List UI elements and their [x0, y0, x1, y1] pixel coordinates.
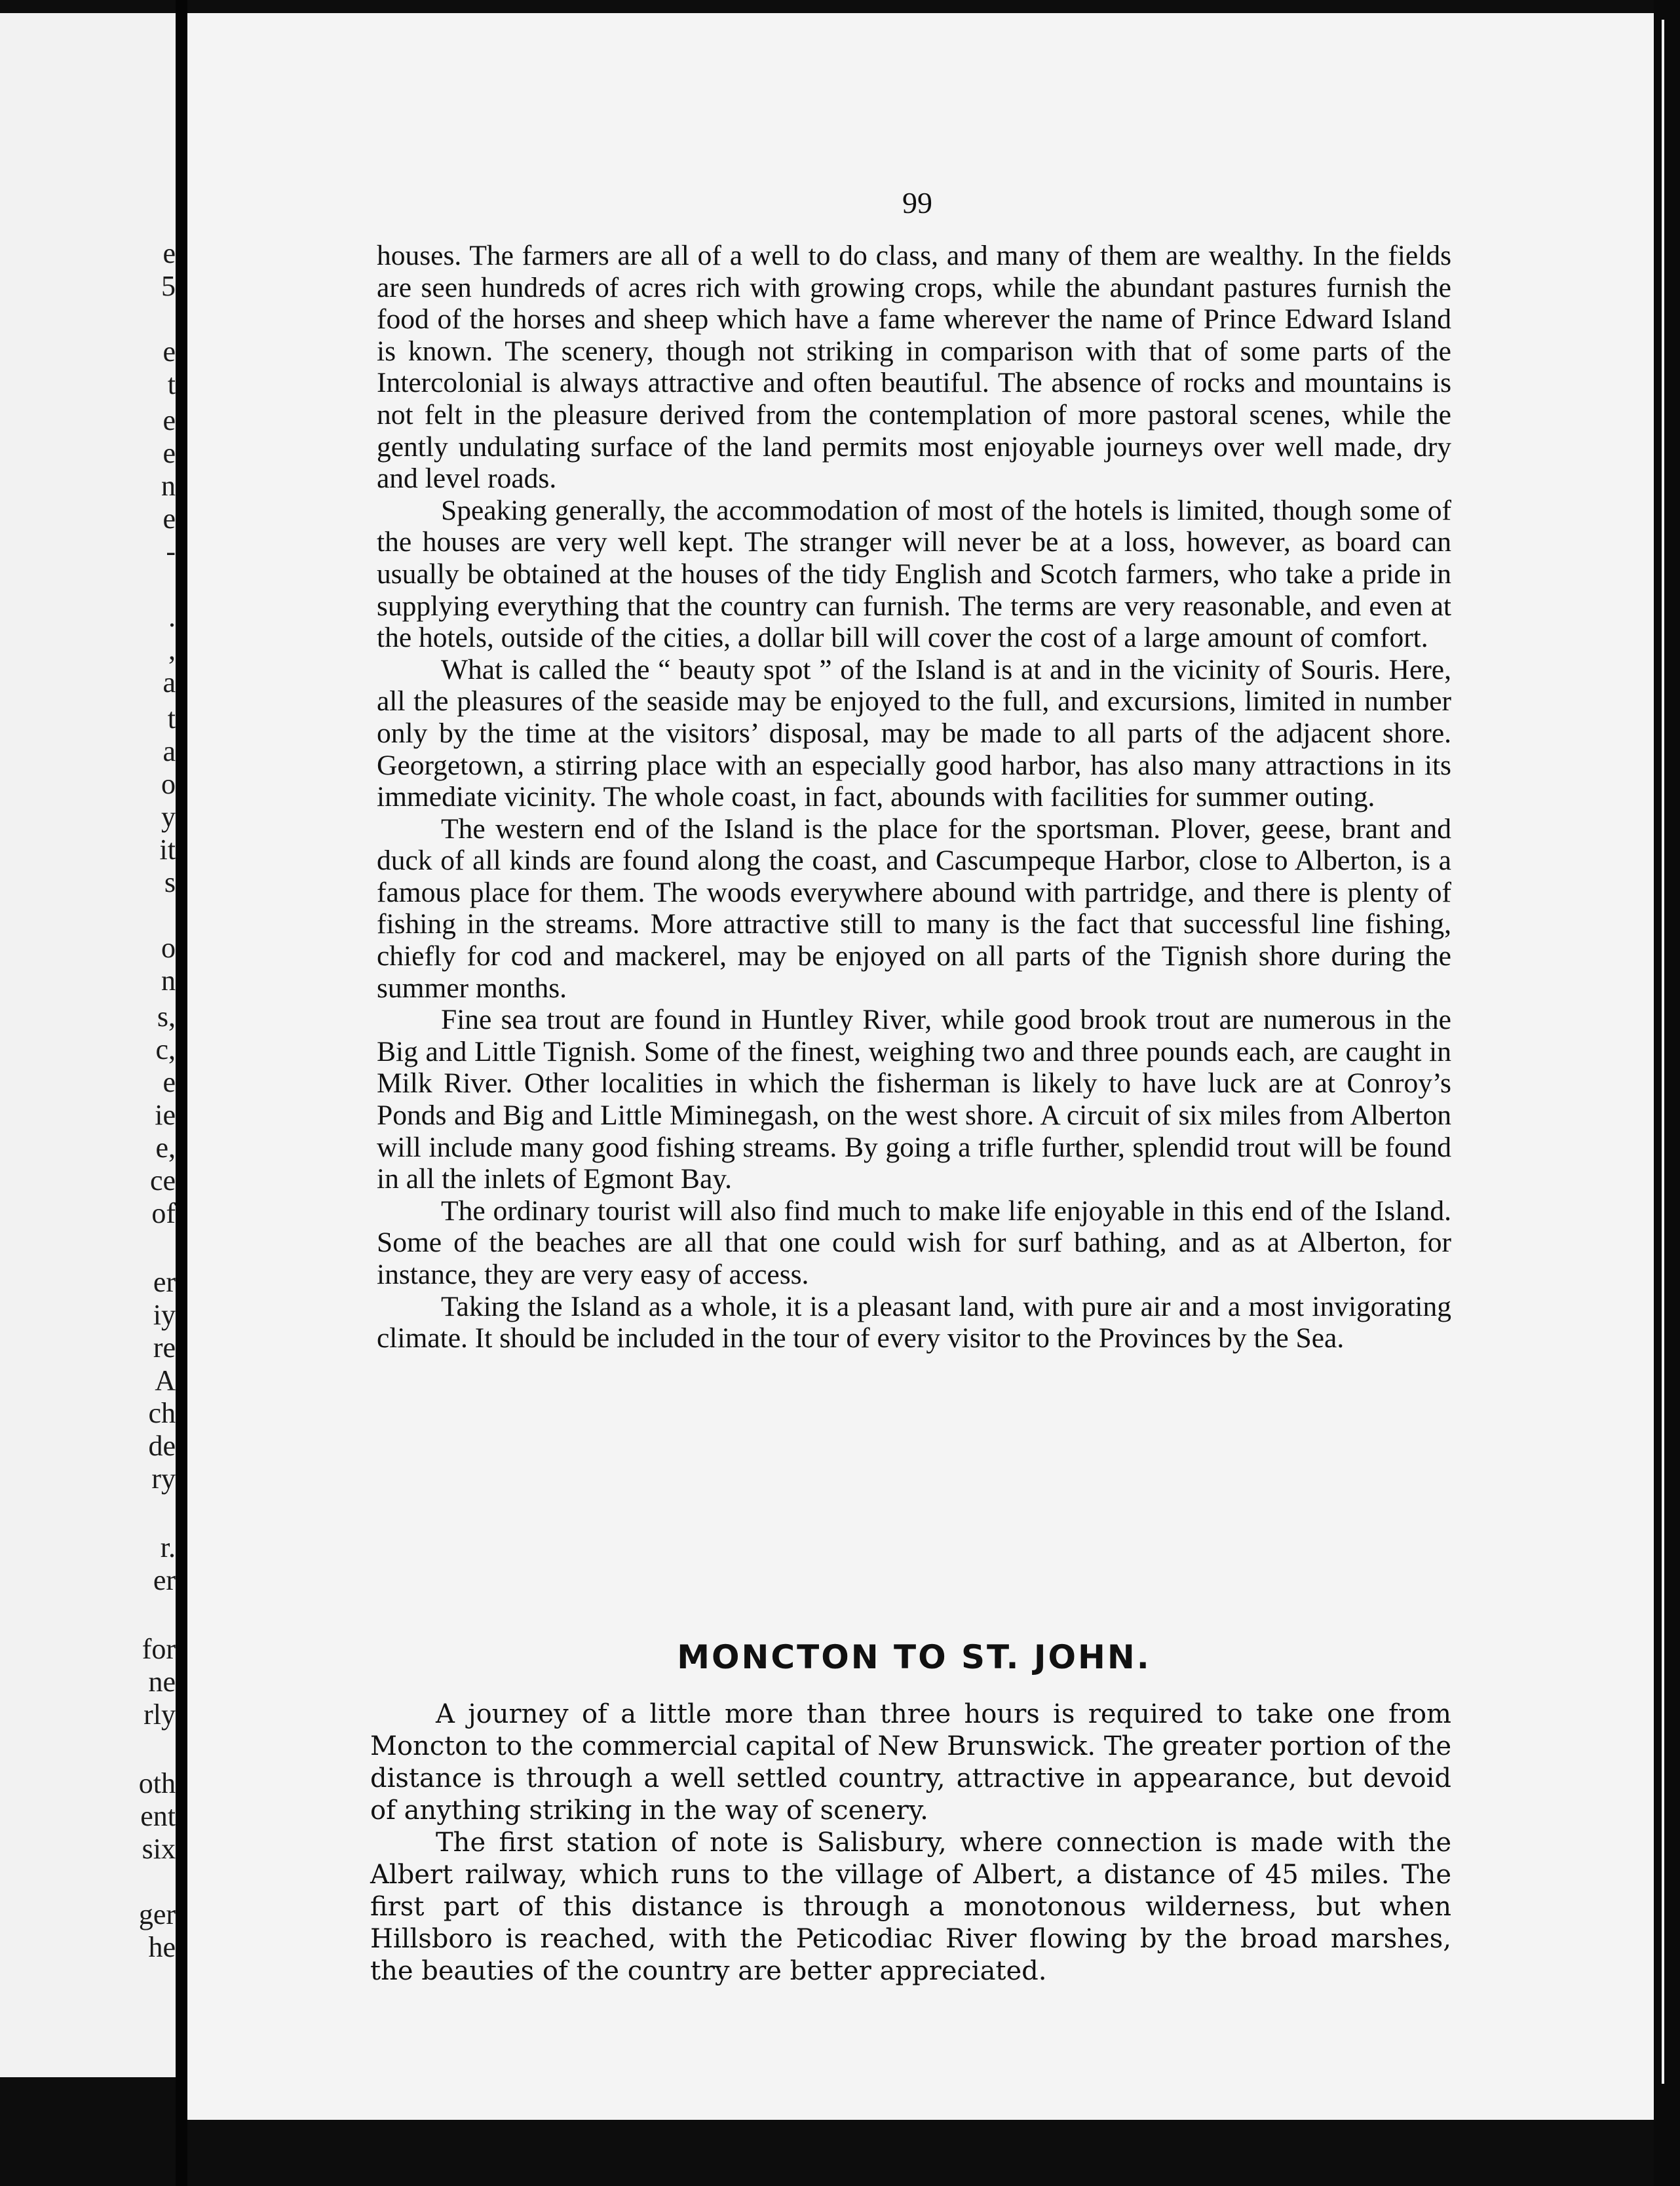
- facing-page-fragment: 5: [161, 270, 176, 302]
- facing-page-fragment: y: [161, 801, 176, 833]
- facing-page-fragment: e: [162, 437, 176, 469]
- paragraph: houses. The farmers are all of a well to do class, and many of them are wealthy. In the fields are seen hundreds of acres rich with growing crops, while the abundant pastures furnish the food of the horses and sheep which have a fame wherever the name of Prince Edward Island is known. The scenery, though not striking in comparison with that of some parts of the Intercolonial is always attractive and often beautiful. The absence of rocks and mountains is not felt in the pleasure derived from the contemplation of more pastoral scenes, while the gently undulating surface of the land permits most enjoyable journeys over well made, dry and level roads.: [377, 240, 1451, 495]
- facing-page-fragment: ent: [140, 1800, 176, 1832]
- facing-page-fragment: er: [153, 1564, 176, 1596]
- facing-page-fragment: o: [161, 768, 176, 800]
- facing-page: [0, 13, 176, 2077]
- facing-page-fragment: t: [167, 368, 176, 400]
- facing-page-fragment: a: [162, 735, 176, 767]
- paragraph: Speaking generally, the accommodation of most of the hotels is limited, though some of the houses are very well kept. The stranger will never be at a loss, however, as board can usually be obtained at the houses of the tidy English and Scotch farmers, who take a pride in supplying everything that the country can furnish. The terms are very reasonable, and even at the hotels, outside of the cities, a dollar bill will cover the cost of a large amount of comfort.: [377, 494, 1451, 654]
- facing-page-fragment: de: [148, 1430, 176, 1462]
- facing-page-fragment: e,: [155, 1132, 176, 1164]
- facing-page-fragment: ,: [168, 634, 176, 666]
- paragraph: The first station of note is Salisbury, where connection is made with the Albert railway, which runs to the village of Albert, a distance of 45 miles. The first part of this distance is through a monotonous wilderness, but when Hillsboro is reached, with the Peticodiac River flowing by the broad marshes, the beauties of the country are better appreciated.: [370, 1828, 1451, 1986]
- facing-page-fragment: oth: [138, 1767, 176, 1799]
- facing-page-fragment: o: [161, 932, 176, 964]
- facing-page-fragment: e: [162, 404, 176, 436]
- facing-page-fragment: e: [162, 503, 176, 535]
- facing-page-fragment: ce: [149, 1164, 176, 1197]
- facing-page-fragment: e: [162, 336, 176, 368]
- facing-page-fragment: ch: [148, 1397, 176, 1429]
- facing-page-fragment: A: [155, 1364, 176, 1396]
- facing-page-fragment: r.: [160, 1531, 176, 1563]
- facing-page-fragment: t: [167, 702, 176, 735]
- book-gutter: [176, 0, 187, 2186]
- facing-page-fragment: for: [142, 1633, 176, 1665]
- facing-page-fragment: six: [142, 1833, 176, 1865]
- paragraph: The western end of the Island is the place for the sportsman. Plover, geese, brant and duck of all kinds are found along the coast, and Cascumpeque Harbor, close to Alberton, is a famous place for them. The woods everywhere abound with partridge, and there is plenty of fishing in the streams. More attractive still to many is the fact that successful line fishing, chiefly for cod and mackerel, may be enjoyed on all parts of the Tignish shore during the summer months.: [377, 813, 1451, 1004]
- facing-page-fragment: rly: [143, 1698, 176, 1731]
- facing-page-fragment: iy: [153, 1299, 176, 1331]
- facing-page-fragment: it: [159, 834, 176, 866]
- facing-page-fragment: n: [161, 965, 176, 997]
- section-body-text: [370, 1698, 1451, 1987]
- section-heading: MONCTON TO ST. JOHN.: [677, 1638, 1151, 1676]
- facing-page-fragment: s: [164, 866, 176, 898]
- paragraph: Fine sea trout are found in Huntley River, while good brook trout are numerous in the Big and Little Tignish. Some of the finest, weighing two and three pounds each, are caught in Milk River. Other localities in which the fisherman is likely to have luck are at Conroy’s Ponds and Big and Little Miminegash, on the west shore. A circuit of six miles from Alberton will include many good fishing streams. By going a trifle further, splendid trout will be found in all the inlets of Egmont Bay.: [377, 1004, 1451, 1195]
- paragraph: A journey of a little more than three hours is required to take one from Moncton to the commercial capital of New Brunswick. The greater portion of the distance is through a well settled country, attractive in appearance, but devoid of anything striking in the way of scenery.: [370, 1699, 1451, 1826]
- facing-page-fragment: ry: [151, 1463, 176, 1495]
- facing-page-fragment: of: [151, 1197, 176, 1229]
- facing-page-fragment: ie: [155, 1099, 176, 1131]
- page-number: 99: [902, 186, 932, 220]
- facing-page-fragment: c,: [155, 1033, 176, 1065]
- paragraph: The ordinary tourist will also find much to make life enjoyable in this end of the Island. Some of the beaches are all that one could wish for surf bathing, and as at Alberton, for instance, they are very easy of access.: [377, 1195, 1451, 1290]
- facing-page-fragment: e: [162, 1066, 176, 1098]
- facing-page-fragment: .: [168, 601, 176, 633]
- facing-page-fragment: he: [148, 1931, 176, 1963]
- paragraph: Taking the Island as a whole, it is a pleasant land, with pure air and a most invigorating climate. It should be included in the tour of every visitor to the Provinces by the Sea.: [377, 1290, 1451, 1354]
- facing-page-fragment: ne: [148, 1666, 176, 1698]
- page-edge: [1654, 0, 1680, 2186]
- facing-page-fragment: a: [162, 666, 176, 699]
- facing-page-fragment: er: [153, 1266, 176, 1298]
- paragraph: What is called the “ beauty spot ” of the Island is at and in the vicinity of Souris. Here, all the pleasures of the seaside may be enjoyed to the full, and excursions, limited in number only by the time at the visitors’ disposal, may be made to all parts of the adjacent shore. Georgetown, a stirring place with an especially good harbor, has also many attractions in its immediate vicinity. The whole coast, in fact, abounds with facilities for summer outing.: [377, 653, 1451, 813]
- facing-page-fragment: re: [153, 1332, 176, 1364]
- facing-page-fragment: s,: [157, 1001, 176, 1033]
- body-text: [377, 240, 1451, 1354]
- facing-page-fragment: ger: [138, 1898, 176, 1930]
- facing-page-fragment: e: [162, 237, 176, 269]
- facing-page-fragment: -: [166, 535, 176, 567]
- facing-page-fragment: n: [161, 470, 176, 502]
